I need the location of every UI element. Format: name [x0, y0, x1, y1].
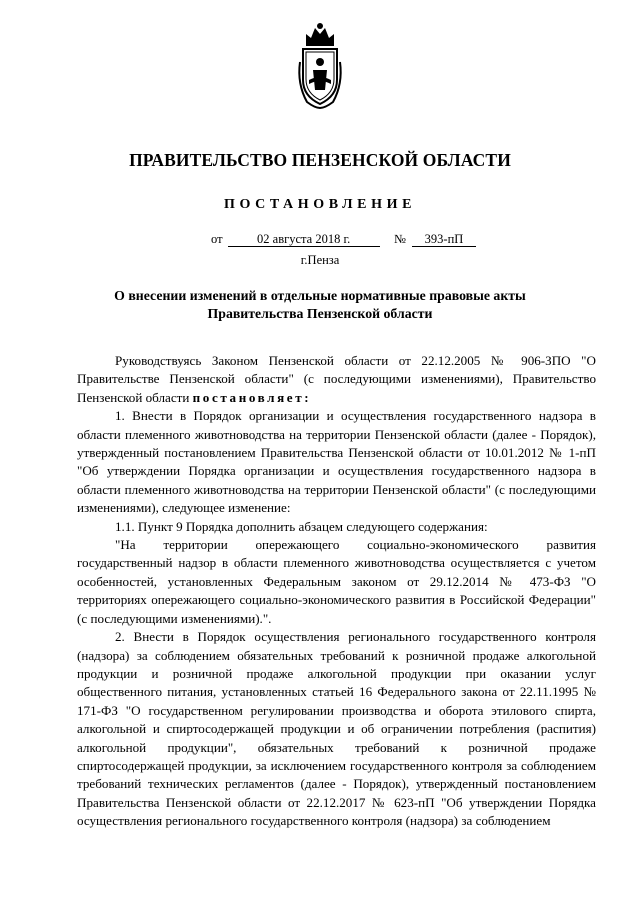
document-number: 393-пП: [412, 233, 476, 247]
preamble-text: Руководствуясь Законом Пензенской области от 22.12.2005 № 906-ЗПО "О Правительстве Пензенской области" (с последующими изменениями), Правительство Пензенской области: [77, 353, 596, 405]
date-prefix: от: [211, 232, 223, 246]
document-date: 02 августа 2018 г.: [228, 233, 380, 247]
city: г.Пенза: [300, 253, 340, 267]
paragraph-1-1: 1.1. Пункт 9 Порядка дополнить абзацем следующего содержания:: [115, 518, 488, 534]
document-subject: [60, 287, 580, 323]
paragraph-2: 2. Внести в Порядок осуществления регионального государственного контроля (надзора) за соблюдением обязательных требований к розничной продаже алкогольной продукции и розничной продаже алкогольной продукции при оказании услуг общественного питания, установленных статьей 16 Федерального закона от 22.11.1995 № 171-ФЗ "О государственном регулировании производства и оборота этилового спирта, алкогольной и спиртосодержащей продукции и об ограничении потребления (распития) алкогольной продукции", обязательных требований к розничной продаже спиртосодержащей продукции, за исключением государственного контроля за соблюдением требований технических регламентов (далее - Порядок), утвержденный постановлением Правительства Пензенской области от 22.12.2017 № 623-пП "Об утверждении Порядка осуществления регионального государственного контроля (надзора) за соблюдением: [77, 629, 596, 829]
document-type: ПОСТАНОВЛЕНИЕ: [223, 197, 417, 212]
resolves-word: постановляет:: [192, 389, 312, 405]
government-name: ПРАВИТЕЛЬСТВО ПЕНЗЕНСКОЙ ОБЛАСТИ: [129, 150, 511, 170]
preamble-paragraph: [77, 352, 596, 407]
date-number-line: [211, 232, 476, 247]
coat-of-arms-emblem-icon: [295, 22, 345, 110]
subject-line-1: О внесении изменений в отдельные нормативные правовые акты: [114, 288, 526, 303]
document-body: [77, 352, 596, 831]
number-prefix: №: [393, 232, 406, 246]
subject-line-2: Правительства Пензенской области: [207, 306, 433, 321]
paragraph-1: 1. Внести в Порядок организации и осуществления государственного надзора в области племенного животноводства на территории Пензенской области (далее - Порядок), утвержденный постановлением Правительства Пензенской области от 10.01.2012 № 1-пП "Об утверждении Порядка организации и осуществления государственного надзора в области племенного животноводства на территории Пензенской области" (с последующими изменениями), следующее изменение:: [77, 408, 596, 516]
paragraph-quote: "На территории опережающего социально-экономического развития государственный надзор в области племенного животноводства осуществляется с учетом особенностей, установленных Федеральным законом от 29.12.2014 № 473-ФЗ "О территориях опережающего социально-экономического развития в Российской Федерации" (с последующими изменениями).".: [77, 537, 596, 626]
